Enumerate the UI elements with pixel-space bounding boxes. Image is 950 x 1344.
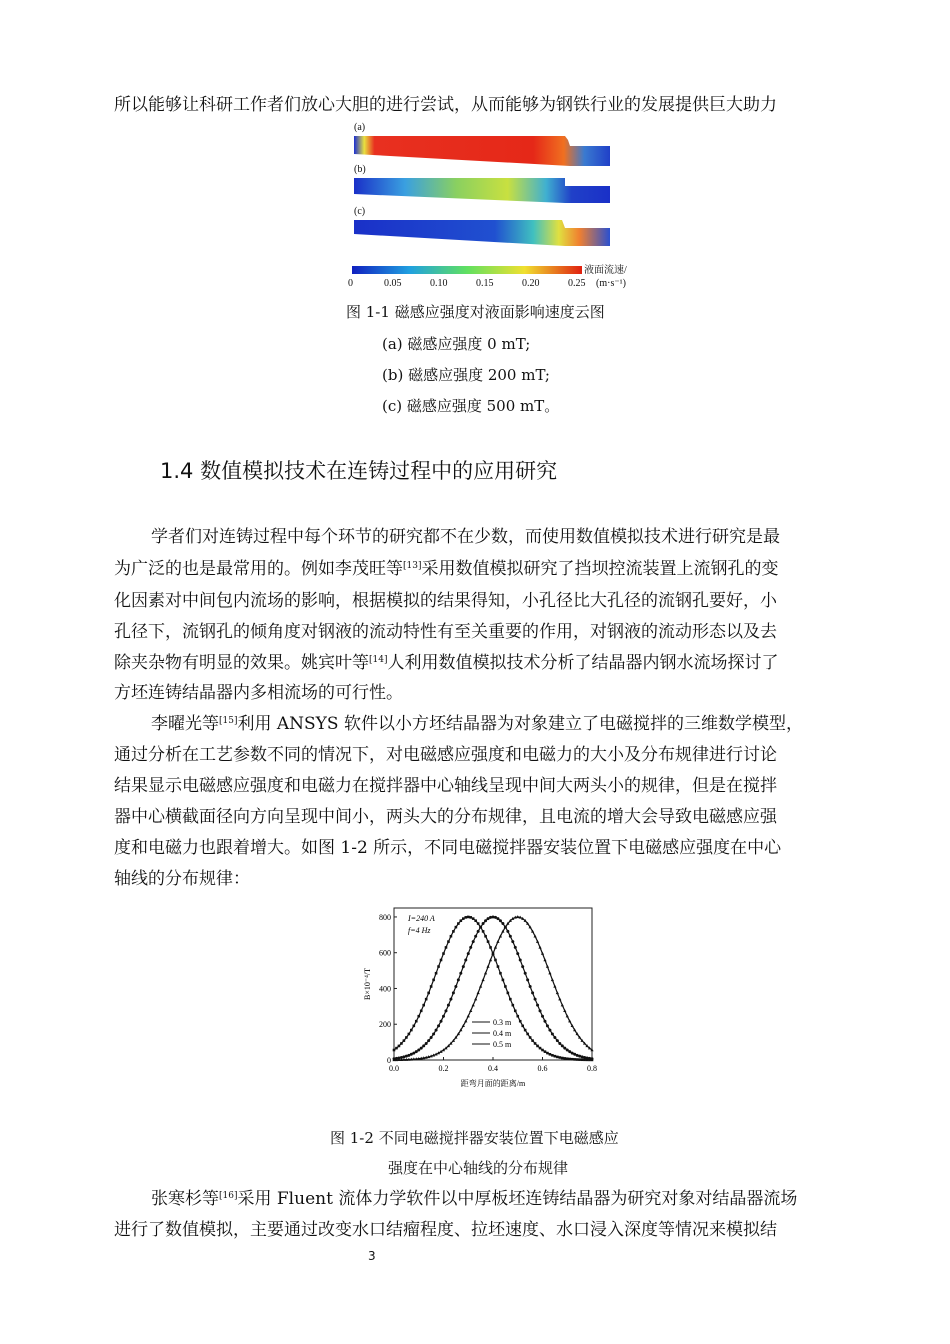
paragraph-line: 所以能够让科研工作者们放心大胆的进行尝试，从而能够为钢铁行业的发展提供巨大助力 xyxy=(114,95,777,115)
data-point xyxy=(432,1032,435,1035)
data-point xyxy=(541,1015,544,1018)
data-point xyxy=(499,972,502,975)
data-point xyxy=(556,1056,559,1059)
data-point xyxy=(408,1033,411,1036)
data-point xyxy=(561,1057,564,1060)
data-point xyxy=(474,935,477,938)
figure-caption: 强度在中心轴线的分布规律 xyxy=(388,1159,569,1177)
data-point xyxy=(462,965,465,968)
paragraph-line: 进行了数值模拟，主要通过改变水口结瘤程度、拉坯速度、水口浸入深度等情况来模拟结 xyxy=(114,1220,777,1240)
data-point xyxy=(415,1020,418,1023)
data-point xyxy=(524,1029,527,1032)
x-tick-label: 0.6 xyxy=(537,1064,548,1073)
data-point xyxy=(467,952,470,955)
legend-label: 0.5 m xyxy=(493,1040,512,1049)
data-point xyxy=(536,1004,539,1007)
data-point xyxy=(444,1009,447,1012)
data-point xyxy=(400,1042,403,1045)
colorbar-tick: 0.25 xyxy=(568,278,586,289)
colorbar-tick: 0.10 xyxy=(430,278,448,289)
data-point xyxy=(504,985,507,988)
data-point xyxy=(526,978,529,981)
contour-panel-a xyxy=(354,136,610,166)
y-axis-label: B×10⁻⁴/T xyxy=(363,968,372,1000)
paragraph-line: 为广泛的也是最常用的。例如李茂旺等[13]采用数值模拟研究了挡坝控流装置上流钢孔的变 xyxy=(114,559,779,579)
data-point xyxy=(462,917,465,920)
data-point xyxy=(519,1020,522,1023)
data-point xyxy=(554,1055,557,1058)
series-line xyxy=(394,917,592,1060)
data-point xyxy=(546,1052,549,1055)
x-tick-label: 0.8 xyxy=(587,1064,597,1073)
data-point xyxy=(435,972,438,975)
colorbar xyxy=(352,266,582,274)
series-line xyxy=(394,917,592,1060)
figure-subcaption: (b) 磁感应强度 200 mT; xyxy=(382,366,550,384)
data-point xyxy=(437,1024,440,1027)
data-point xyxy=(514,1010,517,1013)
x-tick-label: 0.2 xyxy=(438,1064,449,1073)
data-point xyxy=(425,998,428,1001)
x-tick-label: 0.0 xyxy=(389,1064,399,1073)
data-point xyxy=(549,1053,552,1056)
data-point xyxy=(442,1015,445,1018)
citation: [14] xyxy=(369,655,388,665)
colorbar-tick: 0.15 xyxy=(476,278,494,289)
data-point xyxy=(420,1047,423,1050)
data-point xyxy=(551,1032,554,1035)
data-point xyxy=(566,1057,569,1060)
data-point xyxy=(573,1058,576,1061)
data-point xyxy=(440,1020,443,1023)
data-point xyxy=(415,1050,418,1053)
data-point xyxy=(484,919,487,922)
data-point xyxy=(422,1004,425,1007)
figure-subcaption: (c) 磁感应强度 500 mT。 xyxy=(382,397,560,415)
data-point xyxy=(469,916,472,919)
data-point xyxy=(449,998,452,1001)
data-point xyxy=(435,1029,438,1032)
data-point xyxy=(484,935,487,938)
data-point xyxy=(497,965,500,968)
data-point xyxy=(477,922,480,925)
data-point xyxy=(487,940,490,943)
x-axis-label: 距弯月面的距离/m xyxy=(460,1079,526,1088)
annotation: f=4 Hz xyxy=(408,926,431,935)
colorbar-tick: 0.05 xyxy=(384,278,402,289)
data-point xyxy=(469,946,472,949)
data-point xyxy=(474,919,477,922)
contour-panel-b xyxy=(354,178,610,203)
citation: [16] xyxy=(219,1191,238,1201)
data-point xyxy=(437,965,440,968)
data-point xyxy=(576,1058,579,1061)
data-point xyxy=(521,1025,524,1028)
x-tick-label: 0.4 xyxy=(488,1064,498,1073)
paragraph-line: 通过分析在工艺参数不同的情况下，对电磁感应强度和电磁力的大小及分布规律进行讨论 xyxy=(114,745,777,765)
data-point xyxy=(563,1057,566,1060)
data-point xyxy=(494,959,497,962)
data-point xyxy=(472,940,475,943)
data-point xyxy=(511,940,514,943)
data-point xyxy=(502,979,505,982)
paragraph-line: 度和电磁力也跟着增大。如图 1-2 所示，不同电磁搅拌器安装位置下电磁感应强度在中心 xyxy=(114,838,782,858)
data-point xyxy=(417,1015,420,1018)
data-point xyxy=(403,1039,406,1042)
data-point xyxy=(477,991,480,994)
data-point xyxy=(422,1044,425,1047)
data-point xyxy=(398,1045,401,1048)
data-point xyxy=(455,926,458,929)
data-point xyxy=(482,930,485,933)
data-point xyxy=(531,1039,534,1042)
data-point xyxy=(514,946,517,949)
data-point xyxy=(442,952,445,955)
data-point xyxy=(464,916,467,919)
magnetic-induction-chart xyxy=(360,900,610,1100)
data-point xyxy=(482,922,485,925)
data-point xyxy=(558,1042,561,1045)
data-point xyxy=(457,922,460,925)
paragraph-line: 轴线的分布规律： xyxy=(114,869,250,889)
data-point xyxy=(509,935,512,938)
y-tick-label: 0 xyxy=(387,1056,391,1065)
data-point xyxy=(583,1056,586,1059)
citation: [13] xyxy=(403,561,422,571)
data-point xyxy=(544,1050,547,1053)
data-point xyxy=(447,940,450,943)
figure-1-1 xyxy=(340,118,650,293)
data-point xyxy=(591,1057,594,1060)
data-point xyxy=(553,1036,556,1039)
y-tick-label: 800 xyxy=(379,912,391,922)
data-point xyxy=(417,1049,420,1052)
data-point xyxy=(566,1049,569,1052)
paragraph-line: 方坯连铸结晶器内多相流场的可行性。 xyxy=(114,683,403,703)
data-point xyxy=(445,946,448,949)
data-point xyxy=(420,1010,423,1013)
data-point xyxy=(539,1047,542,1050)
data-point xyxy=(507,992,510,995)
data-point xyxy=(410,1029,413,1032)
data-point xyxy=(521,965,524,968)
y-tick-label: 400 xyxy=(379,984,391,994)
colorbar-tick: 0.20 xyxy=(522,278,540,289)
data-point xyxy=(529,985,532,988)
paragraph-line: 李曜光等[15]利用 ANSYS 软件以小方坯结晶器为对象建立了电磁搅拌的三维数学模型， xyxy=(151,714,803,734)
data-point xyxy=(578,1058,581,1061)
data-point xyxy=(506,930,509,933)
data-point xyxy=(524,972,527,975)
paragraph-line: 除夹杂物有明显的效果。姚宾叶等[14]人利用数值模拟技术分析了结晶器内钢水流场探讨了 xyxy=(114,653,779,673)
citation: [15] xyxy=(219,716,238,726)
data-point xyxy=(539,1009,542,1012)
colorbar-label: 液面流速/ xyxy=(584,265,627,276)
data-point xyxy=(430,1036,433,1039)
section-heading: 1.4 数值模拟技术在连铸过程中的应用研究 xyxy=(160,459,558,483)
paragraph-line: 孔径下，流钢孔的倾角度对钢液的流动特性有至关重要的作用，对钢液的流动形态以及去 xyxy=(114,622,777,642)
data-point xyxy=(568,1058,571,1061)
data-point xyxy=(472,917,475,920)
colorbar-unit: (m·s⁻¹) xyxy=(596,278,626,289)
data-point xyxy=(457,978,460,981)
data-point xyxy=(581,1058,584,1061)
data-point xyxy=(534,1042,537,1045)
data-point xyxy=(571,1058,574,1061)
data-point xyxy=(531,991,534,994)
data-point xyxy=(425,1042,428,1045)
figure-caption: 图 1-1 磁感应强度对液面影响速度云图 xyxy=(346,303,605,321)
paragraph-line: 化因素对中间包内流场的影响，根据模拟的结果得知，小孔径比大孔径的流钢孔要好，小 xyxy=(114,591,777,611)
data-point xyxy=(440,959,443,962)
data-point xyxy=(405,1036,408,1039)
data-point xyxy=(559,1056,562,1059)
data-point xyxy=(450,935,453,938)
data-point xyxy=(561,1044,564,1047)
data-point xyxy=(541,1049,544,1052)
figure-subcaption: (a) 磁感应强度 0 mT; xyxy=(382,335,531,353)
data-point xyxy=(447,1004,450,1007)
data-point xyxy=(460,919,463,922)
paragraph-line: 结果显示电磁感应强度和电磁力在搅拌器中心轴线呈现中间大两头小的规律，但是在搅拌 xyxy=(114,776,777,796)
page-number: 3 xyxy=(368,1249,376,1263)
data-point xyxy=(563,1047,566,1050)
data-point xyxy=(501,922,504,925)
legend-label: 0.4 m xyxy=(493,1029,512,1038)
y-tick-label: 600 xyxy=(379,948,391,958)
data-point xyxy=(516,952,519,955)
data-point xyxy=(393,1049,396,1052)
data-point xyxy=(427,1039,430,1042)
data-point xyxy=(499,919,502,922)
data-point xyxy=(519,958,522,961)
data-point xyxy=(413,1025,416,1028)
data-point xyxy=(526,1033,529,1036)
figure-caption: 图 1-2 不同电磁搅拌器安装位置下电磁感应 xyxy=(330,1129,619,1147)
data-point xyxy=(452,991,455,994)
data-point xyxy=(529,1036,532,1039)
data-point xyxy=(516,1015,519,1018)
data-point xyxy=(464,958,467,961)
data-point xyxy=(427,992,430,995)
legend-label: 0.3 m xyxy=(493,1018,512,1027)
data-point xyxy=(509,998,512,1001)
data-point xyxy=(496,917,499,920)
data-point xyxy=(395,1047,398,1050)
y-tick-label: 200 xyxy=(379,1020,391,1030)
data-point xyxy=(548,1029,551,1032)
data-point xyxy=(430,985,433,988)
panel-label-c: (c) xyxy=(354,206,366,217)
colorbar-tick: 0 xyxy=(348,278,353,289)
data-point xyxy=(479,926,482,929)
data-point xyxy=(556,1039,559,1042)
paragraph-line: 器中心横截面径向方向呈现中间小，两头大的分布规律，且电流的增大会导致电磁感应强 xyxy=(114,807,777,827)
panel-label-b: (b) xyxy=(354,164,366,175)
data-point xyxy=(512,1004,515,1007)
data-point xyxy=(459,972,462,975)
data-point xyxy=(432,979,435,982)
annotation: I=240 A xyxy=(408,914,435,923)
contour-panel-c xyxy=(354,220,610,246)
panel-label-a: (a) xyxy=(354,122,366,133)
data-point xyxy=(454,985,457,988)
paragraph-line: 张寒杉等[16]采用 Fluent 流体力学软件以中厚板坯连铸结晶器为研究对象对结晶器流场 xyxy=(151,1189,798,1209)
data-point xyxy=(546,1024,549,1027)
data-point xyxy=(543,1020,546,1023)
paragraph-line: 学者们对连铸过程中每个环节的研究都不在少数，而使用数值模拟技术进行研究是最 xyxy=(151,527,780,547)
data-point xyxy=(536,1045,539,1048)
data-point xyxy=(551,1054,554,1057)
data-point xyxy=(467,916,470,919)
data-point xyxy=(489,946,492,949)
data-point xyxy=(452,930,455,933)
data-point xyxy=(477,930,480,933)
data-point xyxy=(534,998,537,1001)
